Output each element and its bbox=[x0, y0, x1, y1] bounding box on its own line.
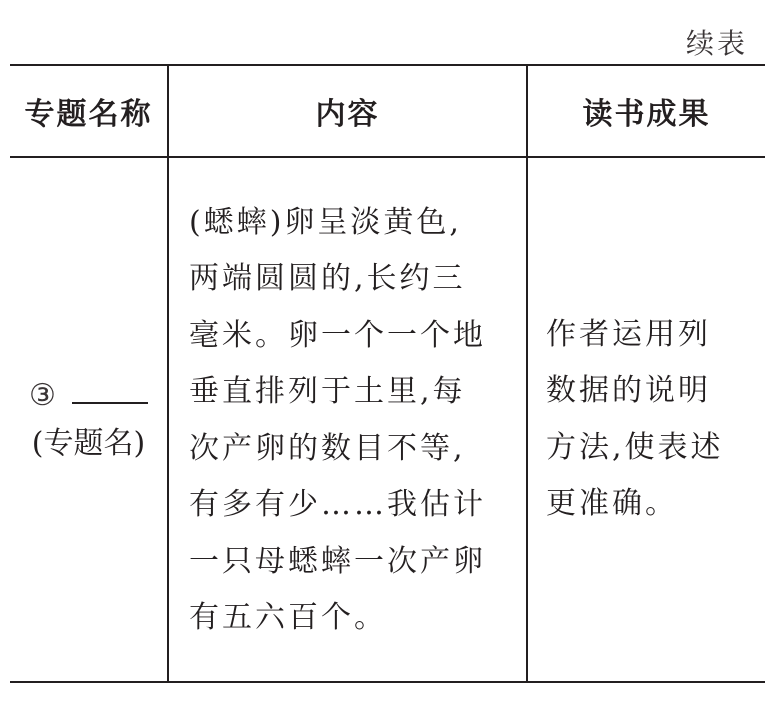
content-line: (蟋蟀)卵呈淡黄色, bbox=[189, 204, 462, 240]
header-reading-result: 读书成果 bbox=[527, 65, 765, 157]
reading-results-table bbox=[10, 64, 765, 683]
content-line: 有多有少……我估计 bbox=[189, 487, 486, 522]
topic-hint: (专题名) bbox=[31, 425, 146, 461]
table-row bbox=[10, 157, 765, 682]
topic-blank-line bbox=[10, 372, 167, 420]
result-line: 数据的说明 bbox=[546, 373, 711, 408]
result-cell bbox=[527, 157, 765, 682]
result-line: 作者运用列 bbox=[546, 316, 711, 352]
content-line: 两端圆圆的,长约三 bbox=[189, 261, 466, 296]
fill-in-blank[interactable] bbox=[72, 402, 148, 404]
continued-table-label: 续表 bbox=[686, 27, 749, 60]
header-topic-name: 专题名称 bbox=[10, 65, 168, 157]
header-content: 内容 bbox=[168, 65, 527, 157]
content-line: 有五六百个。 bbox=[189, 600, 387, 635]
content-text bbox=[169, 195, 526, 647]
result-line: 方法,使表述 bbox=[546, 429, 724, 465]
item-number-marker: ③ bbox=[29, 377, 56, 413]
content-line: 垂直排列于土里,每 bbox=[189, 374, 466, 409]
result-line: 更准确。 bbox=[546, 486, 678, 521]
result-text bbox=[528, 307, 765, 533]
content-line: 毫米。卵一个一个地 bbox=[189, 317, 486, 353]
content-cell bbox=[168, 157, 527, 682]
topic-cell bbox=[10, 157, 168, 682]
table-header-row bbox=[10, 65, 765, 157]
content-line: 一只母蟋蟀一次产卵 bbox=[189, 543, 486, 579]
content-line: 次产卵的数目不等, bbox=[189, 430, 466, 466]
